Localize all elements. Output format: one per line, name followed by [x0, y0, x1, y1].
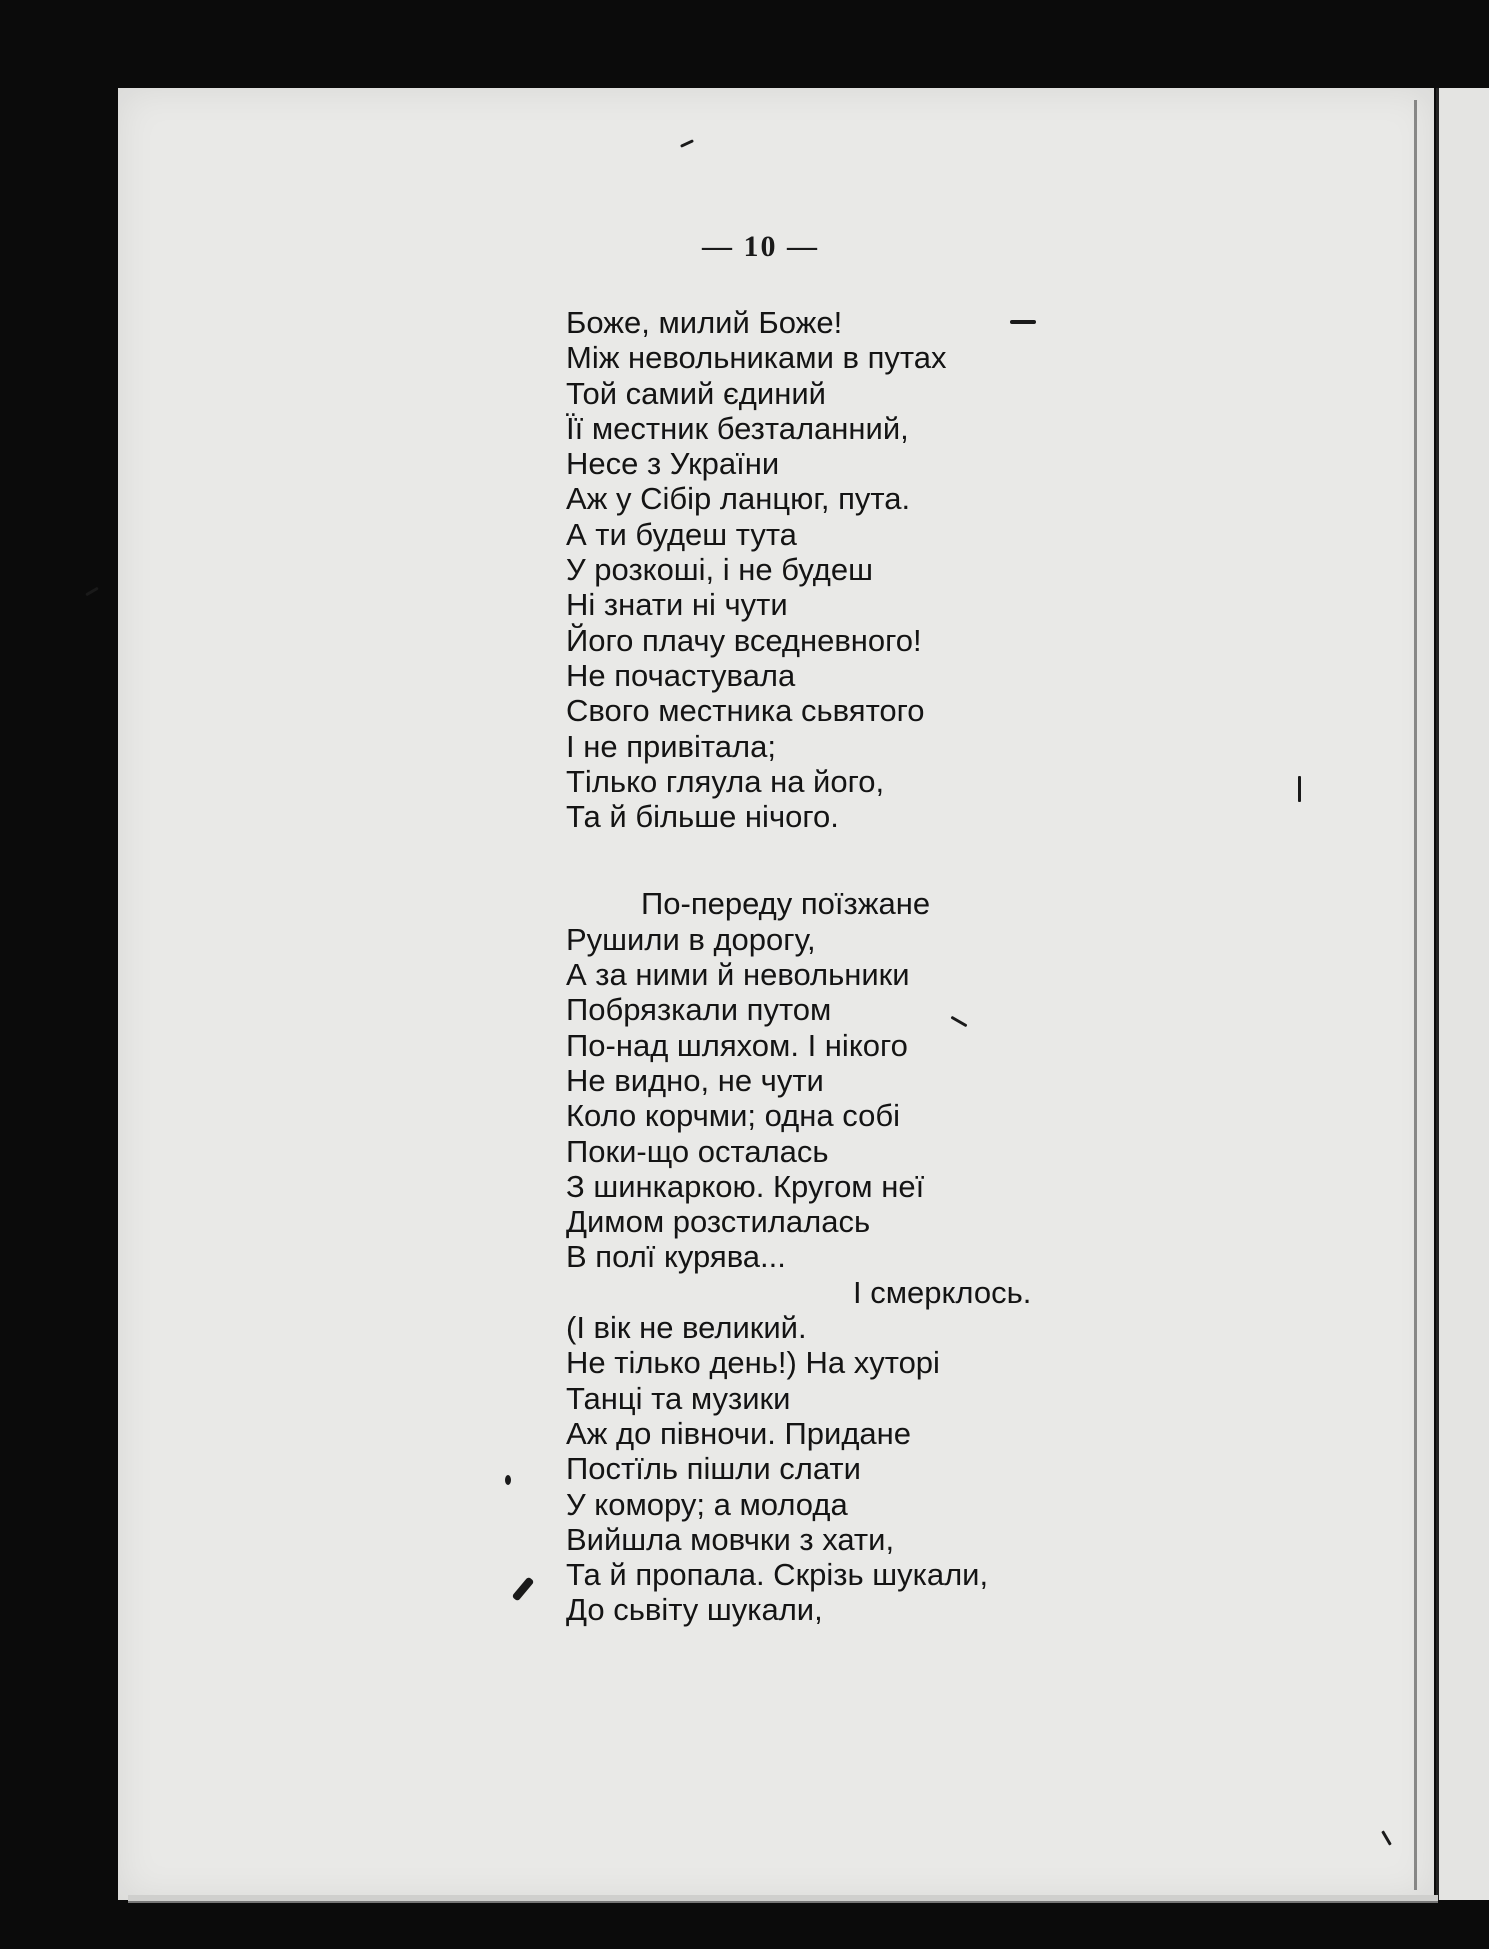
poem-line: Між невольниками в путах — [566, 340, 947, 376]
poem-line: По-над шляхом. І нікого — [566, 1027, 908, 1063]
poem-line: Той самий єдиний — [566, 375, 826, 411]
poem-line: З шинкаркою. Кругом неї — [566, 1168, 925, 1204]
poem-line: Свого местника сьвятого — [566, 693, 925, 729]
poem-line: І смерклось. — [853, 1274, 1032, 1310]
poem-line: Поки-що осталась — [566, 1133, 829, 1169]
poem-text — [566, 305, 1086, 1628]
scan-speck — [1298, 776, 1301, 802]
poem-line: По-переду поїзжане — [641, 886, 931, 922]
poem-line: Аж у Сібір ланцюг, пута. — [566, 481, 911, 517]
page-bottom-edge — [128, 1895, 1438, 1903]
scan-speck — [85, 587, 99, 597]
poem-line: Та й пропала. Скрізь шукали, — [566, 1557, 989, 1593]
poem-line: У розкоші, і не будеш — [566, 552, 874, 588]
scan-speck — [505, 1475, 511, 1485]
poem-line: А за ними й невольники — [566, 957, 910, 993]
poem-line: Та й більше нічого. — [566, 799, 839, 835]
stanza-gap — [566, 834, 1086, 886]
poem-line: А ти будеш тута — [566, 516, 797, 552]
poem-line: Танці та музики — [566, 1380, 791, 1416]
next-page-edge — [1436, 88, 1489, 1900]
poem-line: Аж до півночи. Придане — [566, 1415, 912, 1451]
poem-line: До сьвіту шукали, — [566, 1592, 823, 1628]
poem-line: В полї курява... — [566, 1239, 786, 1275]
poem-line: Не видно, не чути — [566, 1062, 824, 1098]
poem-line: Несе з України — [566, 446, 780, 482]
poem-line: Димом розстилалась — [566, 1204, 871, 1240]
poem-line: Побрязкали путом — [566, 992, 832, 1028]
poem-line: У комору; а молода — [566, 1486, 848, 1522]
poem-line: Рушили в дорогу, — [566, 921, 816, 957]
poem-line: Тілько гляула на його, — [566, 763, 885, 799]
poem-line: Коло корчми; одна собі — [566, 1098, 900, 1134]
page-number: — 10 — — [702, 230, 819, 263]
poem-line: І не привітала; — [566, 728, 776, 764]
poem-line: Боже, милий Боже! — [566, 305, 843, 340]
poem-line: Не почастувала — [566, 657, 796, 693]
poem-line: Ні знати ні чути — [566, 587, 788, 623]
poem-line: Її местник безталанний, — [566, 410, 909, 446]
poem-line: Постїль пішли слати — [566, 1451, 861, 1487]
poem-line: Вийшла мовчки з хати, — [566, 1521, 895, 1557]
poem-line: Не тілько день!) На хуторі — [566, 1345, 940, 1381]
poem-line: (І вік не великий. — [566, 1310, 807, 1346]
page-gutter-line — [1414, 100, 1417, 1890]
poem-line: Його плачу вседневного! — [566, 622, 922, 658]
